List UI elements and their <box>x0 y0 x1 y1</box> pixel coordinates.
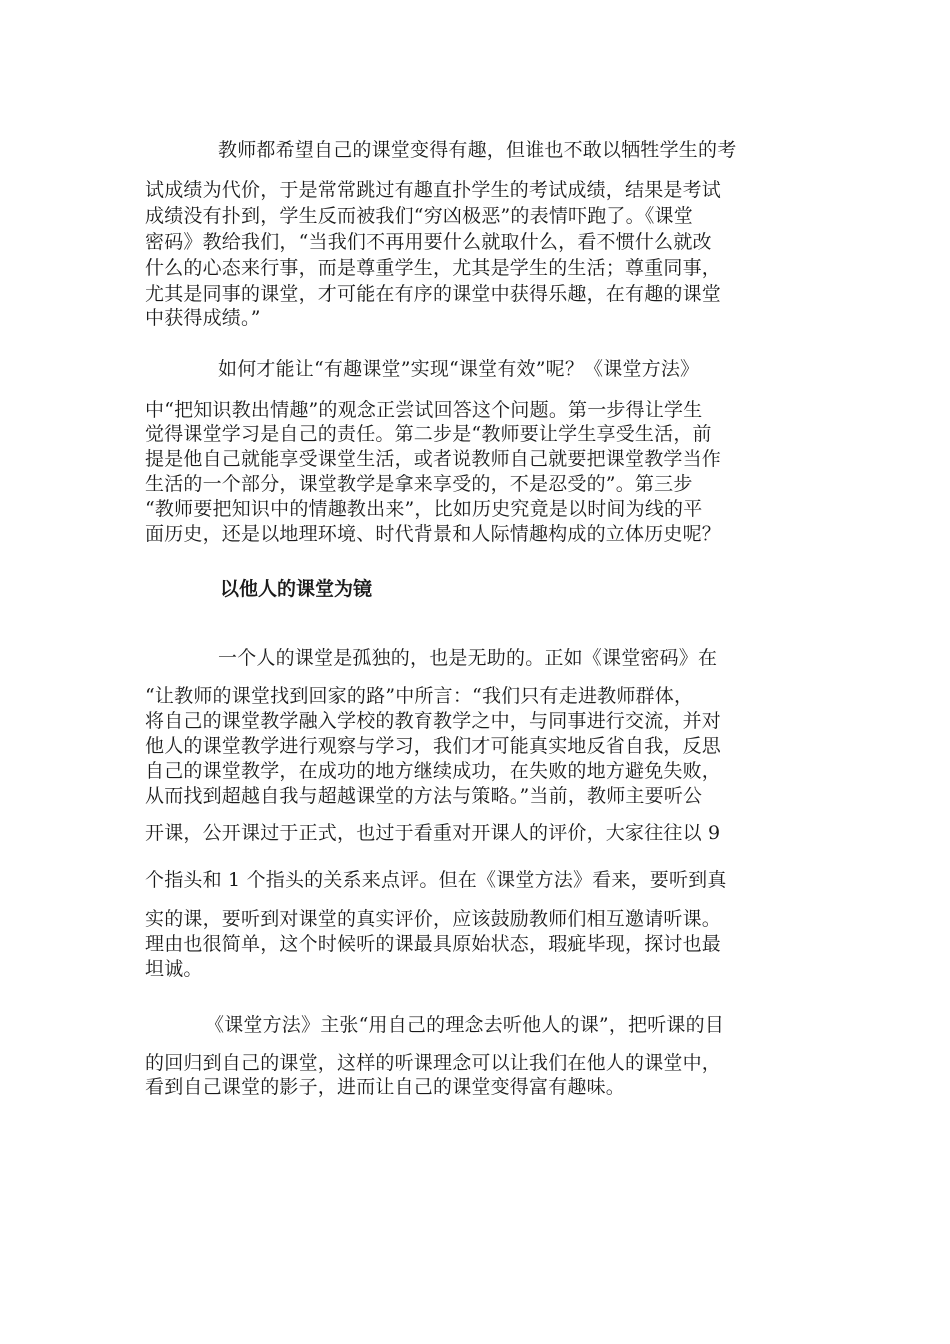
paragraph-3-line-3: 将自己的课堂教学融入学校的教育教学之中，与同事进行交流，并对 <box>145 710 722 732</box>
paragraph-3-line-10: 理由也很简单，这个时候听的课最具原始状态，瑕疵毕现，探讨也最 <box>145 933 722 955</box>
paragraph-1-line-1: 教师都希望自己的课堂变得有趣，但谁也不敢以牺牲学生的考 <box>218 139 737 161</box>
paragraph-2-line-6: “教师要把知识中的情趣教出来”，比如历史究竟是以时间为线的平 <box>145 498 703 520</box>
paragraph-4-line-2: 的回归到自己的课堂，这样的听课理念可以让我们在他人的课堂中， <box>145 1052 722 1074</box>
paragraph-1-line-4: 密码》教给我们，“当我们不再用要什么就取什么，看不惯什么就改 <box>145 231 712 253</box>
paragraph-2-line-5: 生活的一个部分，课堂教学是拿来享受的，不是忍受的”。第三步 <box>145 473 693 495</box>
paragraph-3-line-8: 个指头和 1 个指头的关系来点评。但在《课堂方法》看来，要听到真 <box>145 869 727 891</box>
paragraph-1-line-3: 成绩没有扑到，学生反而被我们“穷凶极恶”的表情吓跑了。《课堂 <box>145 205 693 227</box>
paragraph-3-line-1: 一个人的课堂是孤独的，也是无助的。正如《课堂密码》在 <box>218 647 718 669</box>
paragraph-2-line-3: 觉得课堂学习是自己的责任。第二步是“教师要让学生享受生活，前 <box>145 423 712 445</box>
paragraph-1-line-6: 尤其是同事的课堂，才可能在有序的课堂中获得乐趣，在有趣的课堂 <box>145 283 722 305</box>
paragraph-3-line-2: “让教师的课堂找到回家的路”中所言：“我们只有走进教师群体， <box>145 685 694 707</box>
paragraph-3-line-9: 实的课，要听到对课堂的真实评价，应该鼓励教师们相互邀请听课。 <box>145 908 722 930</box>
paragraph-2-line-2: 中“把知识教出情趣”的观念正尝试回答这个问题。第一步得让学生 <box>145 399 703 421</box>
paragraph-1-line-2: 试成绩为代价，于是常常跳过有趣直扑学生的考试成绩，结果是考试 <box>145 179 722 201</box>
paragraph-3-line-7: 开课，公开课过于正式，也过于看重对开课人的评价，大家往往以 9 <box>145 822 721 844</box>
paragraph-4-line-3: 看到自己课堂的影子，进而让自己的课堂变得富有趣味。 <box>145 1076 626 1098</box>
paragraph-2-line-7: 面历史，还是以地理环境、时代背景和人际情趣构成的立体历史呢？ <box>145 523 722 545</box>
paragraph-3-line-5: 自己的课堂教学，在成功的地方继续成功，在失败的地方避免失败， <box>145 760 722 782</box>
paragraph-3-line-4: 他人的课堂教学进行观察与学习，我们才可能真实地反省自我，反思 <box>145 735 722 757</box>
paragraph-1-line-7: 中获得成绩。” <box>145 307 261 329</box>
paragraph-2-line-1: 如何才能让“有趣课堂”实现“课堂有效”呢？《课堂方法》 <box>218 358 700 380</box>
paragraph-4-line-1: 《课堂方法》主张“用自己的理念去听他人的课”，把听课的目 <box>205 1014 725 1036</box>
paragraph-3-line-11: 坦诚。 <box>145 958 203 980</box>
paragraph-3-line-6: 从而找到超越自我与超越课堂的方法与策略。”当前，教师主要听公 <box>145 785 703 807</box>
paragraph-1-line-5: 什么的心态来行事，而是尊重学生，尤其是学生的生活；尊重同事， <box>145 257 722 279</box>
section-heading: 以他人的课堂为镜 <box>220 578 373 600</box>
paragraph-2-line-4: 提是他自己就能享受课堂生活，或者说教师自己就要把课堂教学当作 <box>145 448 722 470</box>
